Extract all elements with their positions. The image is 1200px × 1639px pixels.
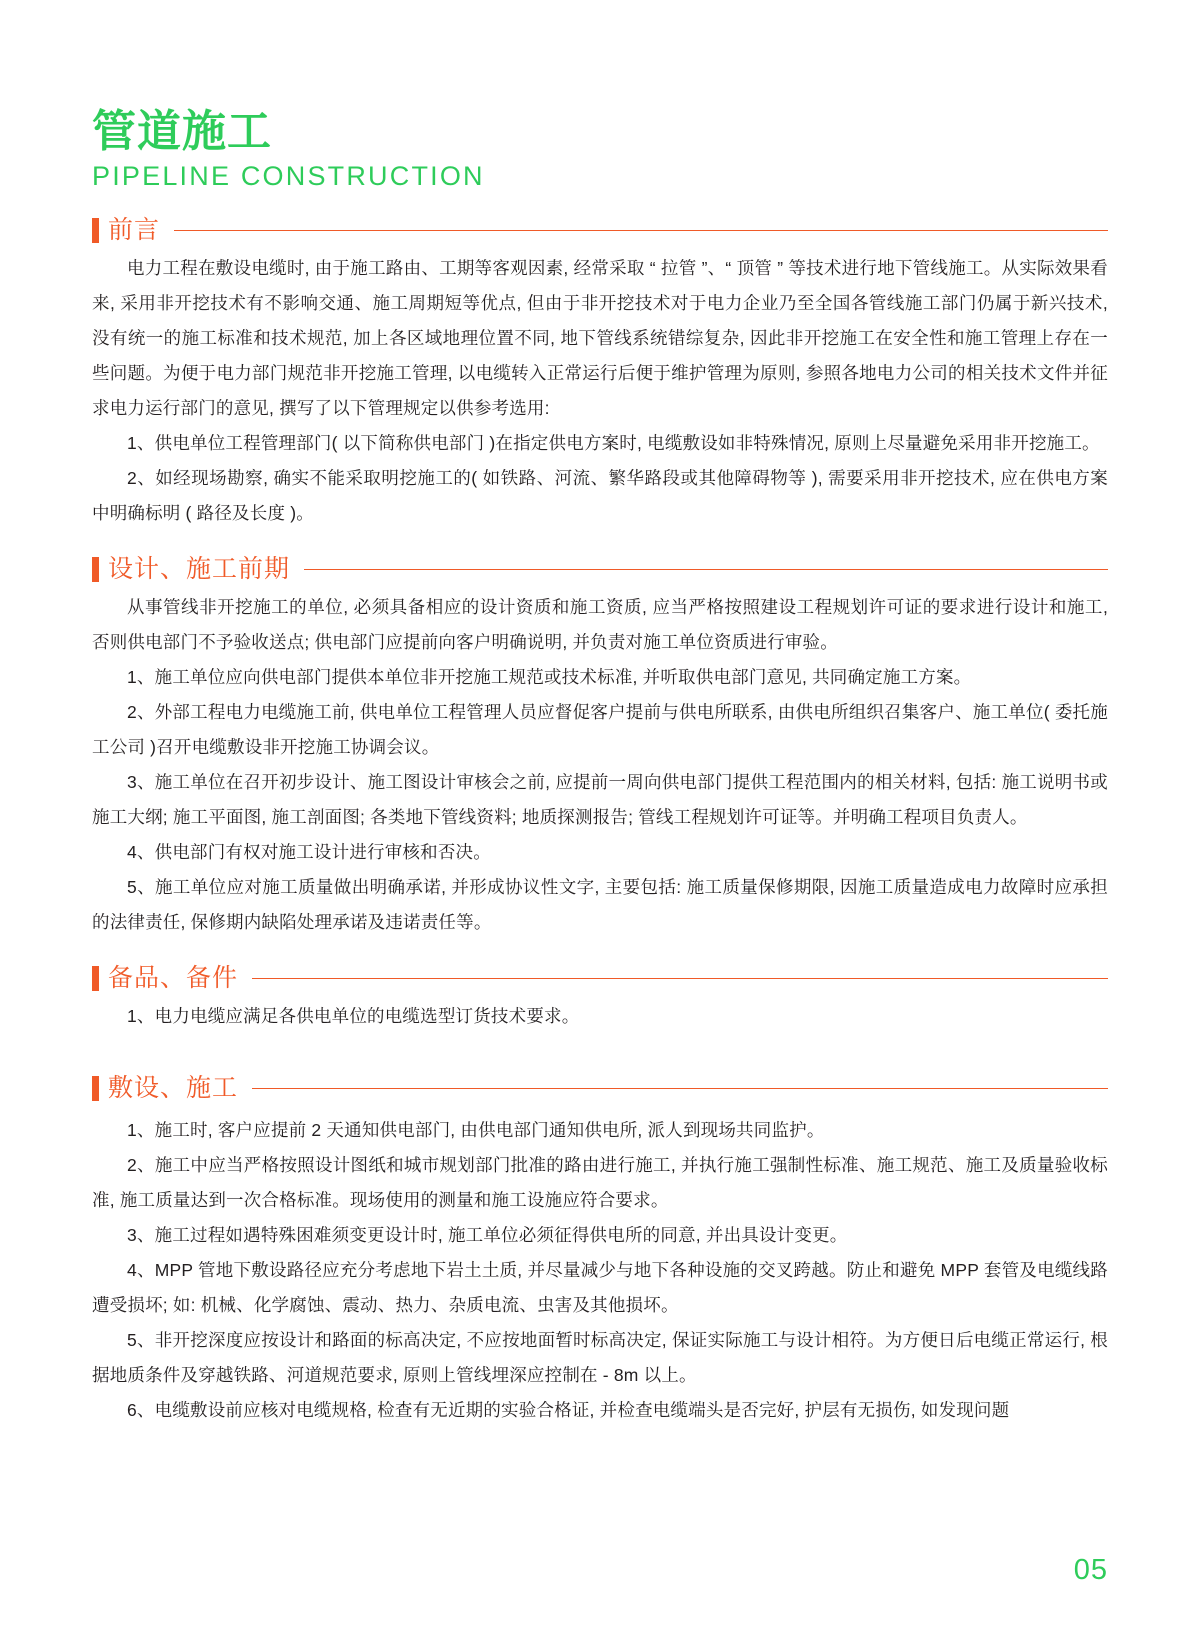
- paragraph: 2、施工中应当严格按照设计图纸和城市规划部门批准的路由进行施工, 并执行施工强制性标准、施工规范、施工及质量验收标准, 施工质量达到一次合格标准。现场使用的测量和施工设施应符合要求。: [92, 1155, 1108, 1211]
- paragraph: 2、如经现场勘察, 确实不能采取明挖施工的( 如铁路、河流、繁华路段或其他障碍物等 ), 需要采用非开挖技术, 应在供电方案中明确标明 ( 路径及长度 )。: [92, 468, 1108, 524]
- page-number: 05: [1073, 1554, 1108, 1586]
- section-heading-label: 设计、施工前期: [108, 555, 291, 584]
- heading-bar-icon: [92, 218, 99, 243]
- page-title-block: [92, 0, 1108, 192]
- section-heading-design: [92, 557, 1108, 582]
- paragraph: 电力工程在敷设电缆时, 由于施工路由、工期等客观因素, 经常采取 “ 拉管 ”、“ 顶管 ” 等技术进行地下管线施工。从实际效果看来, 采用非开挖技术有不影响交通、施工周期短等优点, 但由于非开挖技术对于电力企业乃至全国各管线施工部门仍属于新兴技术, 没有统一的施工标准和技术规范, 加上各区域地理位置不同, 地下管线系统错综复杂, 因此非开挖施工在安全性和施工管理上存在一些问题。为便于电力部门规范非开挖施工管理, 以电缆转入正常运行后便于维护管理为原则, 参照各地电力公司的相关技术文件并征求电力运行部门的意见, 撰写了以下管理规定以供参考选用:: [92, 258, 1108, 419]
- heading-rule: [252, 1088, 1108, 1089]
- heading-rule: [304, 569, 1108, 570]
- paragraph: 从事管线非开挖施工的单位, 必须具备相应的设计资质和施工资质, 应当严格按照建设工程规划许可证的要求进行设计和施工, 否则供电部门不予验收送点; 供电部门应提前向客户明确说明, 并负责对施工单位资质进行审验。: [92, 597, 1108, 653]
- paragraph: 4、供电部门有权对施工设计进行审核和否决。: [127, 842, 491, 863]
- paragraph: 1、施工单位应向供电部门提供本单位非开挖施工规范或技术标准, 并听取供电部门意见, 共同确定施工方案。: [127, 667, 972, 688]
- section-heading-spares: [92, 966, 1108, 991]
- heading-rule: [174, 230, 1108, 231]
- paragraph: 5、施工单位应对施工质量做出明确承诺, 并形成协议性文字, 主要包括: 施工质量保修期限, 因施工质量造成电力故障时应承担的法律责任, 保修期内缺陷处理承诺及违诺责任等。: [92, 877, 1108, 933]
- page-title: 管道施工: [92, 107, 272, 156]
- heading-bar-icon: [92, 1076, 99, 1101]
- paragraph: 1、施工时, 客户应提前 2 天通知供电部门, 由供电部门通知供电所, 派人到现场共同监护。: [127, 1120, 825, 1141]
- heading-rule: [252, 978, 1108, 979]
- paragraph: 5、非开挖深度应按设计和路面的标高决定, 不应按地面暂时标高决定, 保证实际施工与设计相符。为方便日后电缆正常运行, 根据地质条件及穿越铁路、河道规范要求, 原则上管线埋深应控制在 - 8m 以上。: [92, 1330, 1108, 1386]
- section-heading-label: 前言: [108, 216, 161, 245]
- page-subtitle: PIPELINE CONSTRUCTION: [92, 161, 485, 192]
- section-heading-laying: [92, 1076, 1108, 1101]
- paragraph: 4、MPP 管地下敷设路径应充分考虑地下岩土土质, 并尽量减少与地下各种设施的交叉跨越。防止和避免 MPP 套管及电缆线路遭受损坏; 如: 机械、化学腐蚀、震动、热力、杂质电流、虫害及其他损坏。: [92, 1260, 1108, 1316]
- paragraph: 3、施工过程如遇特殊困难须变更设计时, 施工单位必须征得供电所的同意, 并出具设计变更。: [127, 1225, 848, 1246]
- paragraph: 3、施工单位在召开初步设计、施工图设计审核会之前, 应提前一周向供电部门提供工程范围内的相关材料, 包括: 施工说明书或施工大纲; 施工平面图, 施工剖面图; 各类地下管线资料; 地质探测报告; 管线工程规划许可证等。并明确工程项目负责人。: [92, 772, 1108, 828]
- paragraph: 1、电力电缆应满足各供电单位的电缆选型订货技术要求。: [127, 1006, 580, 1027]
- heading-bar-icon: [92, 557, 99, 582]
- section-heading-qianyan: [92, 218, 1108, 243]
- paragraph: 6、电缆敷设前应核对电缆规格, 检查有无近期的实验合格证, 并检查电缆端头是否完好, 护层有无损伤, 如发现问题: [127, 1400, 1010, 1421]
- spacer: [92, 1034, 1108, 1050]
- section-heading-label: 敷设、施工: [108, 1074, 239, 1103]
- paragraph: 1、供电单位工程管理部门( 以下简称供电部门 )在指定供电方案时, 电缆敷设如非特殊情况, 原则上尽量避免采用非开挖施工。: [127, 433, 1100, 454]
- heading-bar-icon: [92, 966, 99, 991]
- paragraph: 2、外部工程电力电缆施工前, 供电单位工程管理人员应督促客户提前与供电所联系, 由供电所组织召集客户、施工单位( 委托施工公司 )召开电缆敷设非开挖施工协调会议。: [92, 702, 1108, 758]
- section-heading-label: 备品、备件: [108, 964, 239, 993]
